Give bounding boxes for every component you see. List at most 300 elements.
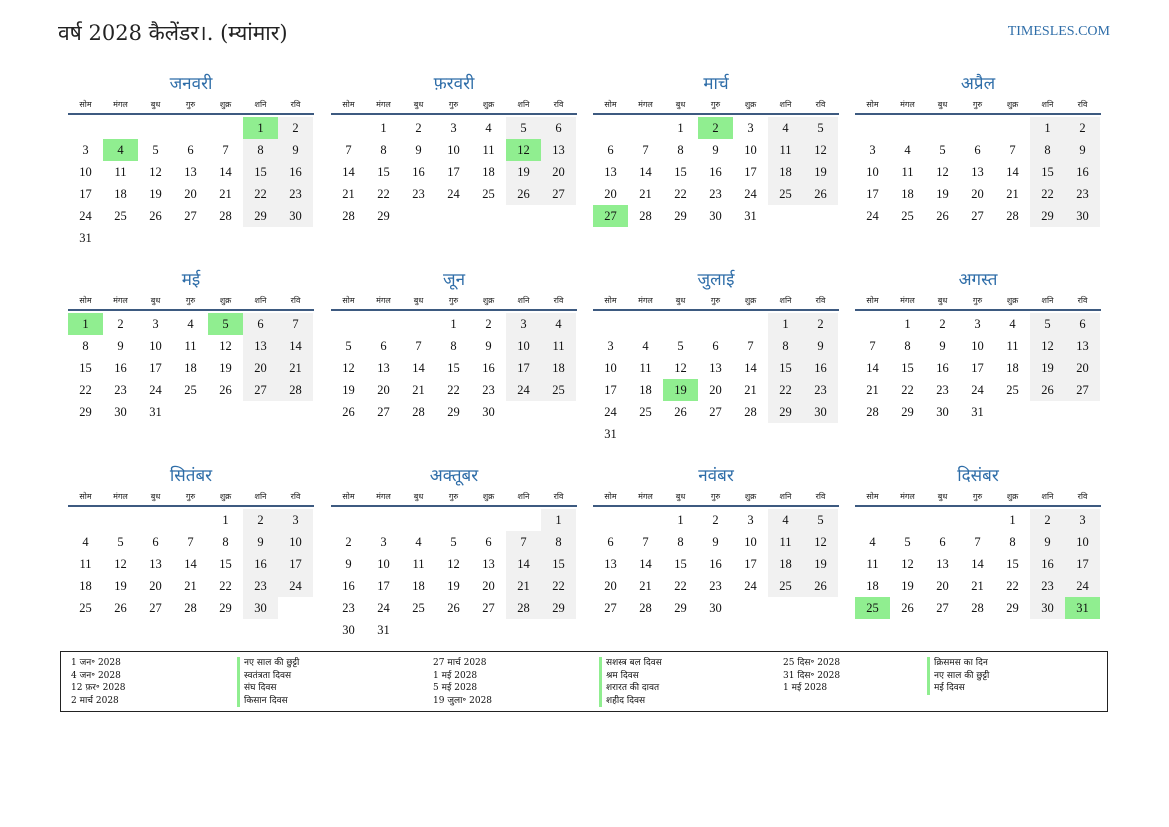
weekday-label: बुध: [937, 296, 948, 305]
day-cell: 22: [219, 579, 232, 593]
day-cell: 17: [506, 357, 541, 379]
day-cell: 11: [79, 557, 92, 571]
day-cell: 31: [79, 231, 92, 245]
weekday-label: शुक्र: [482, 492, 495, 501]
day-cell: 5: [117, 535, 124, 549]
day-cell: 2: [939, 317, 946, 331]
day-cell: 27: [149, 601, 162, 615]
empty-cell: [628, 117, 663, 139]
weekday-label: शुक्र: [1006, 296, 1019, 305]
day-cell: 26: [342, 405, 355, 419]
weekday-label: बुध: [413, 100, 424, 109]
legend-date-column: [71, 657, 126, 707]
day-cell: 30: [278, 205, 313, 227]
day-cell: 25: [1006, 383, 1019, 397]
day-grid: [593, 313, 839, 445]
weekday-label: शनि: [779, 100, 792, 109]
day-cell: 25: [768, 575, 803, 597]
weekday-label: मंगल: [376, 100, 391, 109]
empty-cell: [890, 117, 925, 139]
day-cell: 1: [222, 513, 229, 527]
weekday-label: गुरु: [448, 296, 459, 305]
weekday-label: सोम: [604, 492, 617, 501]
day-cell: 13: [936, 557, 949, 571]
day-cell: 21: [866, 383, 879, 397]
day-cell: 8: [677, 535, 684, 549]
day-cell: 15: [1006, 557, 1019, 571]
day-cell: 13: [709, 361, 722, 375]
empty-cell: [173, 509, 208, 531]
day-cell: 28: [278, 379, 313, 401]
day-cell: 7: [642, 535, 649, 549]
empty-cell: [331, 509, 366, 531]
day-cell: 16: [803, 357, 838, 379]
day-cell: 17: [377, 579, 390, 593]
weekday-label: शुक्र: [744, 100, 757, 109]
day-cell: 15: [377, 165, 390, 179]
day-cell: 11: [901, 165, 914, 179]
day-cell: 26: [219, 383, 232, 397]
weekday-label: बुध: [150, 100, 161, 109]
day-cell: 14: [412, 361, 425, 375]
day-cell: 23: [936, 383, 949, 397]
empty-cell: [103, 117, 138, 139]
day-cell: 21: [971, 579, 984, 593]
day-cell: 13: [1065, 335, 1100, 357]
day-cell: 24: [149, 383, 162, 397]
legend-date: 2 मार्च 2028: [71, 695, 119, 706]
holiday-day-cell: 12: [506, 139, 541, 161]
day-cell: 4: [642, 339, 649, 353]
empty-cell: [663, 313, 698, 335]
day-cell: 9: [243, 531, 278, 553]
day-cell: 29: [79, 405, 92, 419]
day-cell: 4: [904, 143, 911, 157]
day-cell: 21: [639, 579, 652, 593]
weekday-label: रवि: [553, 296, 564, 305]
day-cell: 7: [974, 535, 981, 549]
legend-holiday-name: संघ दिवस: [237, 682, 299, 695]
day-cell: 23: [412, 187, 425, 201]
legend-holiday-name: किसान दिवस: [237, 695, 299, 708]
day-cell: 28: [1006, 209, 1019, 223]
weekday-label: शनि: [779, 492, 792, 501]
legend-holiday-name: क्रिसमस का दिन: [927, 657, 989, 670]
day-cell: 8: [222, 535, 229, 549]
day-cell: 12: [936, 165, 949, 179]
day-cell: 7: [345, 143, 352, 157]
day-cell: 30: [803, 401, 838, 423]
weekday-label: बुध: [413, 296, 424, 305]
day-cell: 2: [485, 317, 492, 331]
day-cell: 31: [149, 405, 162, 419]
weekday-label: शुक्र: [1006, 100, 1019, 109]
day-cell: 15: [243, 161, 278, 183]
day-cell: 18: [901, 187, 914, 201]
day-cell: 10: [744, 535, 757, 549]
day-cell: 28: [971, 601, 984, 615]
day-cell: 25: [901, 209, 914, 223]
day-cell: 23: [709, 579, 722, 593]
day-cell: 21: [506, 575, 541, 597]
holiday-day-cell: 19: [663, 379, 698, 401]
day-cell: 10: [278, 531, 313, 553]
day-cell: 23: [243, 575, 278, 597]
day-cell: 19: [901, 579, 914, 593]
day-cell: 31: [744, 209, 757, 223]
day-cell: 13: [184, 165, 197, 179]
month-name: सितंबर: [169, 466, 213, 486]
day-cell: 10: [1065, 531, 1100, 553]
day-cell: 5: [803, 509, 838, 531]
empty-cell: [855, 117, 890, 139]
weekday-label: सोम: [866, 100, 879, 109]
day-cell: 3: [380, 535, 387, 549]
weekday-label: सोम: [79, 100, 92, 109]
weekday-header: [68, 96, 314, 115]
day-cell: 17: [604, 383, 617, 397]
day-cell: 6: [1065, 313, 1100, 335]
day-cell: 11: [768, 531, 803, 553]
day-cell: 14: [866, 361, 879, 375]
site-link[interactable]: TIMESLES.COM: [1007, 24, 1110, 39]
day-cell: 16: [114, 361, 127, 375]
day-cell: 30: [709, 601, 722, 615]
day-cell: 18: [541, 357, 576, 379]
day-cell: 23: [278, 183, 313, 205]
day-cell: 6: [712, 339, 719, 353]
month-calendar: [593, 268, 839, 445]
weekday-label: रवि: [553, 100, 564, 109]
day-cell: 15: [768, 357, 803, 379]
day-cell: 11: [541, 335, 576, 357]
day-cell: 29: [219, 601, 232, 615]
day-grid: [593, 509, 839, 619]
empty-cell: [401, 313, 436, 335]
day-cell: 14: [342, 165, 355, 179]
day-cell: 12: [447, 557, 460, 571]
day-cell: 9: [345, 557, 352, 571]
day-cell: 15: [79, 361, 92, 375]
weekday-label: गुरु: [185, 100, 196, 109]
day-cell: 11: [412, 557, 425, 571]
weekday-header: [68, 488, 314, 507]
weekday-label: सोम: [866, 492, 879, 501]
day-cell: 7: [415, 339, 422, 353]
day-cell: 13: [482, 557, 495, 571]
weekday-label: मंगल: [113, 100, 128, 109]
day-cell: 24: [866, 209, 879, 223]
day-cell: 18: [639, 383, 652, 397]
day-grid: [855, 117, 1101, 227]
day-cell: 27: [377, 405, 390, 419]
weekday-label: सोम: [342, 492, 355, 501]
weekday-label: शनि: [254, 296, 267, 305]
day-cell: 4: [187, 317, 194, 331]
day-cell: 30: [482, 405, 495, 419]
legend-holiday-name: स्वतंत्रता दिवस: [237, 670, 299, 683]
day-cell: 15: [1030, 161, 1065, 183]
month-name: मार्च: [703, 74, 729, 94]
weekday-header: [855, 488, 1101, 507]
day-cell: 24: [506, 379, 541, 401]
weekday-label: गुरु: [710, 100, 721, 109]
day-cell: 1: [541, 509, 576, 531]
day-cell: 23: [803, 379, 838, 401]
day-cell: 1: [1009, 513, 1016, 527]
weekday-label: मंगल: [638, 100, 653, 109]
legend-holiday-name: श्रम दिवस: [599, 670, 662, 683]
day-cell: 10: [377, 557, 390, 571]
day-cell: 11: [768, 139, 803, 161]
day-cell: 21: [744, 383, 757, 397]
day-cell: 12: [803, 139, 838, 161]
day-cell: 27: [709, 405, 722, 419]
day-cell: 16: [278, 161, 313, 183]
day-cell: 17: [149, 361, 162, 375]
day-cell: 16: [482, 361, 495, 375]
day-cell: 26: [1030, 379, 1065, 401]
day-cell: 9: [803, 335, 838, 357]
day-cell: 28: [639, 601, 652, 615]
day-cell: 14: [506, 553, 541, 575]
weekday-header: [331, 96, 577, 115]
day-cell: 30: [1065, 205, 1100, 227]
day-cell: 31: [971, 405, 984, 419]
month-calendar: [331, 72, 577, 227]
day-cell: 21: [219, 187, 232, 201]
day-cell: 26: [803, 183, 838, 205]
day-cell: 8: [450, 339, 457, 353]
day-cell: 9: [1065, 139, 1100, 161]
day-cell: 25: [79, 601, 92, 615]
day-cell: 3: [747, 513, 754, 527]
weekday-label: मंगल: [900, 100, 915, 109]
day-grid: [331, 509, 577, 641]
legend-date: 31 दिस॰ 2028: [783, 670, 841, 681]
day-cell: 5: [904, 535, 911, 549]
day-cell: 12: [901, 557, 914, 571]
day-cell: 28: [342, 209, 355, 223]
day-cell: 25: [768, 183, 803, 205]
day-cell: 5: [152, 143, 159, 157]
weekday-label: सोम: [342, 296, 355, 305]
day-cell: 10: [604, 361, 617, 375]
day-cell: 5: [677, 339, 684, 353]
day-cell: 3: [82, 143, 89, 157]
legend-name-column: [599, 657, 662, 707]
day-cell: 29: [674, 601, 687, 615]
day-cell: 20: [541, 161, 576, 183]
day-cell: 20: [149, 579, 162, 593]
day-cell: 2: [278, 117, 313, 139]
day-cell: 24: [79, 209, 92, 223]
day-cell: 27: [604, 601, 617, 615]
day-cell: 25: [639, 405, 652, 419]
day-cell: 9: [278, 139, 313, 161]
day-cell: 7: [642, 143, 649, 157]
day-cell: 22: [674, 187, 687, 201]
empty-cell: [173, 117, 208, 139]
day-cell: 27: [971, 209, 984, 223]
day-cell: 14: [278, 335, 313, 357]
day-cell: 7: [278, 313, 313, 335]
weekday-label: रवि: [1077, 492, 1088, 501]
day-cell: 15: [674, 165, 687, 179]
holiday-day-cell: 27: [593, 205, 628, 227]
day-cell: 1: [380, 121, 387, 135]
weekday-header: [331, 292, 577, 311]
day-cell: 2: [1030, 509, 1065, 531]
empty-cell: [733, 313, 768, 335]
day-cell: 1: [904, 317, 911, 331]
day-cell: 15: [447, 361, 460, 375]
day-cell: 23: [709, 187, 722, 201]
day-cell: 7: [222, 143, 229, 157]
day-cell: 10: [506, 335, 541, 357]
empty-cell: [138, 117, 173, 139]
day-cell: 13: [541, 139, 576, 161]
day-cell: 9: [415, 143, 422, 157]
day-cell: 26: [149, 209, 162, 223]
day-cell: 4: [82, 535, 89, 549]
day-cell: 30: [709, 209, 722, 223]
day-cell: 6: [607, 143, 614, 157]
day-cell: 13: [604, 557, 617, 571]
legend-name-column: [927, 657, 989, 695]
legend-holiday-name: शरारत की दावत: [599, 682, 662, 695]
weekday-label: बुध: [150, 492, 161, 501]
day-cell: 6: [939, 535, 946, 549]
day-cell: 21: [1006, 187, 1019, 201]
day-cell: 25: [541, 379, 576, 401]
empty-cell: [68, 117, 103, 139]
legend-holiday-name: नए साल की छुट्टी: [237, 657, 299, 670]
day-cell: 16: [1030, 553, 1065, 575]
day-cell: 20: [243, 357, 278, 379]
empty-cell: [401, 509, 436, 531]
day-cell: 23: [342, 601, 355, 615]
day-cell: 24: [744, 187, 757, 201]
day-cell: 18: [768, 161, 803, 183]
day-cell: 14: [971, 557, 984, 571]
empty-cell: [208, 117, 243, 139]
legend-date: 4 जन॰ 2028: [71, 670, 121, 681]
weekday-label: रवि: [553, 492, 564, 501]
month-calendar: [855, 464, 1101, 619]
day-cell: 16: [709, 557, 722, 571]
day-cell: 28: [412, 405, 425, 419]
empty-cell: [366, 313, 401, 335]
day-cell: 3: [607, 339, 614, 353]
weekday-label: शुक्र: [219, 100, 232, 109]
day-cell: 15: [541, 553, 576, 575]
legend-date: 19 जुला॰ 2028: [433, 695, 493, 706]
weekday-label: शुक्र: [482, 100, 495, 109]
day-cell: 24: [278, 575, 313, 597]
day-cell: 28: [506, 597, 541, 619]
day-cell: 10: [866, 165, 879, 179]
empty-cell: [471, 509, 506, 531]
day-cell: 22: [243, 183, 278, 205]
weekday-label: शनि: [517, 492, 530, 501]
weekday-label: गुरु: [710, 492, 721, 501]
day-cell: 10: [447, 143, 460, 157]
day-cell: 2: [803, 313, 838, 335]
month-name: अप्रैल: [960, 74, 996, 94]
day-cell: 6: [607, 535, 614, 549]
day-cell: 11: [184, 339, 197, 353]
month-name: जनवरी: [169, 74, 213, 94]
day-cell: 29: [674, 209, 687, 223]
weekday-label: मंगल: [376, 492, 391, 501]
day-cell: 4: [485, 121, 492, 135]
weekday-header: [331, 488, 577, 507]
day-cell: 29: [1030, 205, 1065, 227]
day-cell: 28: [744, 405, 757, 419]
legend-date: 1 मई 2028: [433, 670, 478, 681]
day-cell: 23: [1065, 183, 1100, 205]
day-cell: 12: [219, 339, 232, 353]
empty-cell: [855, 313, 890, 335]
day-cell: 18: [79, 579, 92, 593]
day-grid: [68, 117, 314, 249]
weekday-label: रवि: [290, 100, 301, 109]
month-name: दिसंबर: [957, 466, 999, 486]
day-cell: 23: [1030, 575, 1065, 597]
holiday-day-cell: 25: [855, 597, 890, 619]
day-cell: 23: [114, 383, 127, 397]
month-calendar: [593, 464, 839, 619]
day-cell: 7: [869, 339, 876, 353]
day-cell: 12: [1030, 335, 1065, 357]
day-cell: 5: [803, 117, 838, 139]
day-cell: 22: [901, 383, 914, 397]
day-cell: 6: [187, 143, 194, 157]
day-cell: 2: [415, 121, 422, 135]
holiday-day-cell: 31: [1065, 597, 1100, 619]
holiday-day-cell: 5: [208, 313, 243, 335]
weekday-label: शनि: [1041, 100, 1054, 109]
empty-cell: [855, 509, 890, 531]
day-cell: 2: [345, 535, 352, 549]
day-cell: 14: [744, 361, 757, 375]
holiday-day-cell: 1: [68, 313, 103, 335]
day-cell: 30: [243, 597, 278, 619]
day-cell: 18: [412, 579, 425, 593]
day-cell: 18: [114, 187, 127, 201]
day-cell: 17: [1065, 553, 1100, 575]
weekday-header: [855, 292, 1101, 311]
day-cell: 20: [936, 579, 949, 593]
day-cell: 16: [342, 579, 355, 593]
weekday-label: मंगल: [113, 296, 128, 305]
day-cell: 17: [79, 187, 92, 201]
day-cell: 1: [450, 317, 457, 331]
weekday-label: गुरु: [185, 492, 196, 501]
day-cell: 16: [1065, 161, 1100, 183]
empty-cell: [331, 313, 366, 335]
weekday-label: शुक्र: [219, 296, 232, 305]
legend-date-column: [783, 657, 840, 695]
empty-cell: [506, 509, 541, 531]
day-cell: 4: [768, 117, 803, 139]
day-cell: 31: [377, 623, 390, 637]
weekday-header: [593, 292, 839, 311]
day-cell: 11: [639, 361, 652, 375]
holiday-day-cell: 2: [698, 117, 733, 139]
day-cell: 9: [117, 339, 124, 353]
